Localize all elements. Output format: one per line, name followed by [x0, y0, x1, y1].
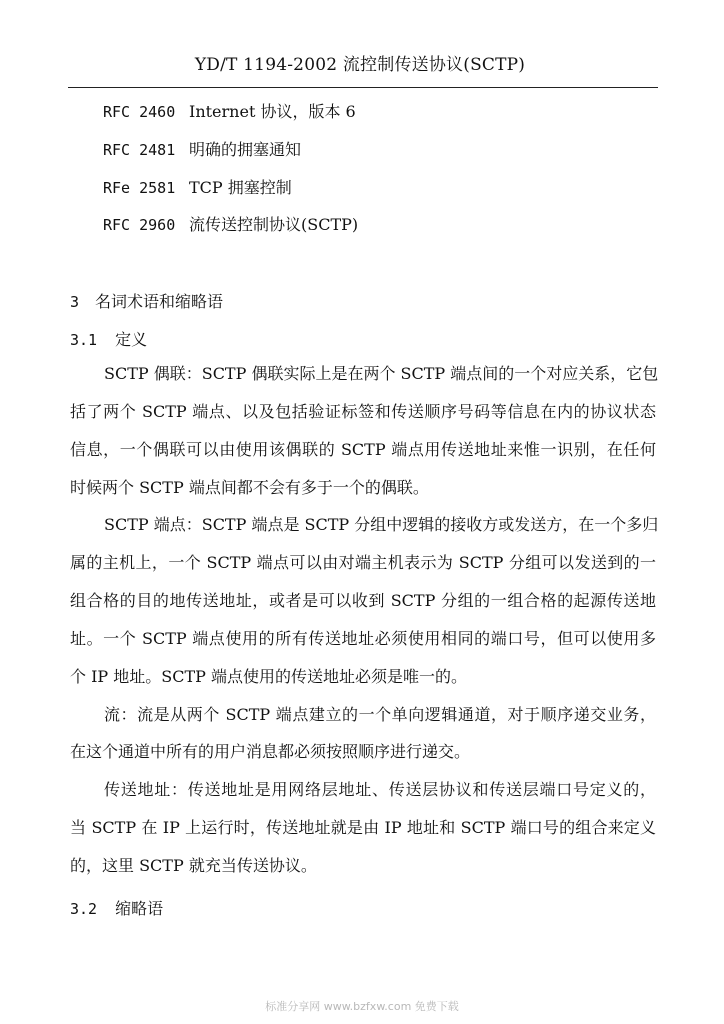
reference-item	[103, 212, 358, 235]
reference-code: RFC 2960	[103, 216, 176, 234]
footer-watermark: 标准分享网 www.bzfxw.com 免费下载	[265, 1000, 459, 1013]
section-3-1-heading	[70, 327, 147, 350]
reference-title: 明确的拥塞通知	[189, 140, 302, 159]
section-title: 定义	[115, 330, 148, 349]
paragraph-line: SCTP 偶联：SCTP 偶联实际上是在两个 SCTP 端点间的一个对应关系，它包	[104, 364, 659, 383]
reference-code: RFC 2481	[103, 141, 176, 159]
reference-code: RFe 2581	[103, 179, 176, 197]
paragraph-line: 传送地址：传送地址是用网络层地址、传送层协议和传送层端口号定义的，	[104, 780, 656, 799]
section-title: 名词术语和缩略语	[95, 292, 224, 311]
section-number: 3.1	[70, 331, 98, 349]
reference-title: 流传送控制协议(SCTP)	[189, 215, 359, 234]
paragraph-line: 流：流是从两个 SCTP 端点建立的一个单向逻辑通道，对于顺序递交业务，	[104, 705, 656, 724]
reference-title: TCP 拥塞控制	[189, 178, 292, 197]
paragraph-line: 址。一个 SCTP 端点使用的所有传送地址必须使用相同的端口号，但可以使用多	[70, 629, 656, 648]
paragraph-line: 组合格的目的地传送地址，或者是可以收到 SCTP 分组的一组合格的起源传送地	[70, 591, 656, 610]
reference-title: Internet 协议，版本 6	[189, 102, 356, 121]
paragraph-line: 属的主机上，一个 SCTP 端点可以由对端主机表示为 SCTP 分组可以发送到的一	[70, 553, 656, 572]
reference-item	[103, 137, 301, 160]
paragraph-line: 的，这里 SCTP 就充当传送协议。	[70, 856, 317, 875]
paragraph-line: 当 SCTP 在 IP 上运行时，传送地址就是由 IP 地址和 SCTP 端口号的组合来定义	[70, 818, 656, 837]
page-header-title: YD/T 1194-2002 流控制传送协议(SCTP)	[194, 55, 526, 75]
paragraph-line: 个 IP 地址。SCTP 端点使用的传送地址必须是唯一的。	[70, 667, 467, 686]
section-3-2-heading	[70, 896, 163, 919]
section-3-heading	[70, 289, 223, 312]
paragraph-line: 在这个通道中所有的用户消息都必须按照顺序进行递交。	[70, 742, 471, 761]
paragraph-line: 信息，一个偶联可以由使用该偶联的 SCTP 端点用传送地址来惟一识别，在任何	[70, 440, 656, 459]
section-number: 3	[70, 293, 80, 311]
reference-item	[103, 99, 356, 122]
paragraph-line: SCTP 端点：SCTP 端点是 SCTP 分组中逻辑的接收方或发送方，在一个多归	[104, 515, 659, 534]
reference-item	[103, 175, 292, 198]
header-divider	[68, 87, 658, 88]
section-title: 缩略语	[115, 899, 164, 918]
section-number: 3.2	[70, 900, 98, 918]
reference-code: RFC 2460	[103, 103, 176, 121]
paragraph-line: 括了两个 SCTP 端点、以及包括验证标签和传送顺序号码等信息在内的协议状态	[70, 402, 656, 421]
paragraph-line: 时候两个 SCTP 端点间都不会有多于一个的偶联。	[70, 478, 429, 497]
